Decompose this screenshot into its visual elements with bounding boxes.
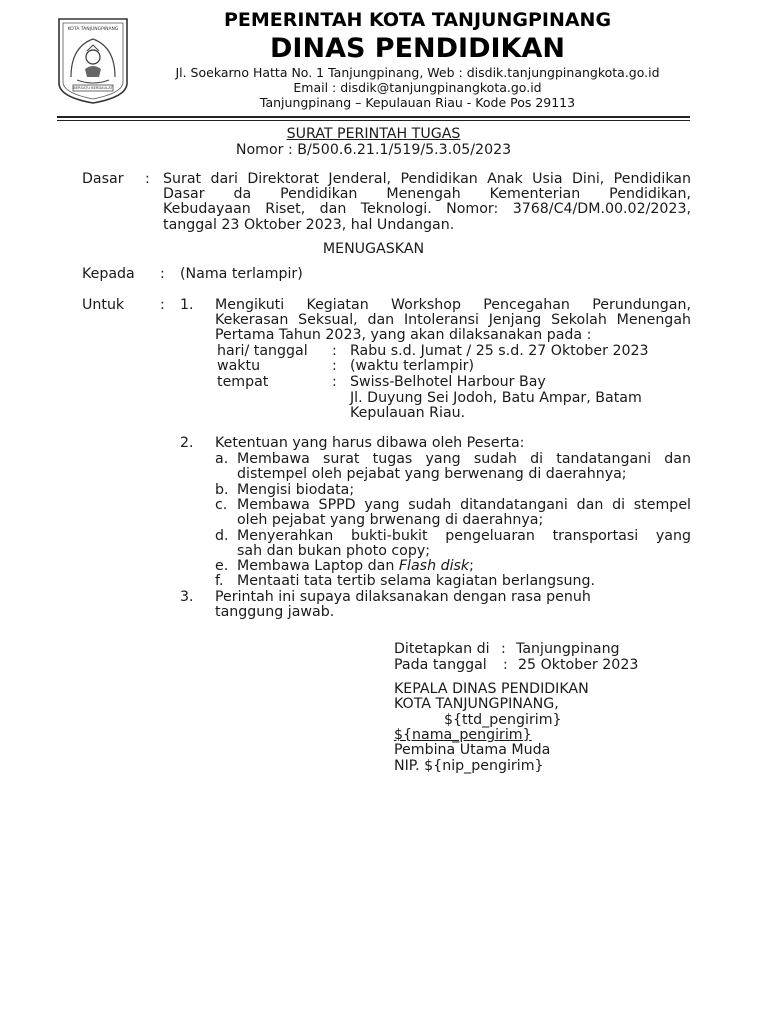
detail-tempat-address-1: Jl. Duyung Sei Jodoh, Batu Ampar, Batam (350, 390, 642, 406)
signer-signature-placeholder: ${ttd_pengirim} (444, 712, 562, 728)
untuk-label: Untuk (82, 297, 125, 313)
point-b-line-1: Mengisi biodata; (237, 482, 355, 498)
point-f-letter: f. (215, 573, 224, 589)
letterhead-email: Email : disdik@tanjungpinangkota.go.id (293, 80, 542, 95)
detail-tempat-value: Swiss-Belhotel Harbour Bay (350, 374, 546, 390)
detail-tempat-label: tempat (217, 374, 269, 390)
signer-rank: Pembina Utama Muda (394, 742, 551, 758)
kepada-label: Kepada (82, 266, 135, 282)
signer-position-1: KEPALA DINAS PENDIDIKAN (394, 681, 589, 697)
point-c-letter: c. (215, 497, 228, 513)
logo-bottom-text: BERSATU BERDAULAT (73, 86, 113, 90)
point-d-line-2: sah dan bukan photo copy; (237, 543, 431, 559)
ditetapkan-value: Tanjungpinang (516, 641, 620, 657)
item-1-line-1: Mengikuti Kegiatan Workshop Pencegahan Perundungan, (215, 297, 691, 313)
tanggal-value: 25 Oktober 2023 (518, 657, 639, 673)
menugaskan-heading: MENUGASKAN (322, 241, 425, 257)
logo-top-text: KOTA TANJUNGPINANG (67, 27, 119, 32)
detail-waktu-colon: : (332, 358, 337, 374)
detail-tempat-colon: : (332, 374, 337, 390)
point-d-line-1: Menyerahkan bukti-bukit pengeluaran transportasi yang (237, 528, 691, 544)
ditetapkan-label: Ditetapkan di (394, 641, 490, 657)
dasar-colon: : (145, 171, 150, 187)
detail-waktu-label: waktu (217, 358, 261, 374)
point-e-text: Membawa Laptop dan (237, 558, 399, 574)
item-3-line-1: Perintah ini supaya dilaksanakan dengan rasa penuh (215, 589, 591, 605)
item-1-line-2: Kekerasan Seksual, dan Intoleransi Jenjang Sekolah Menengah (215, 312, 691, 328)
item-3-line-2: tanggung jawab. (215, 604, 335, 620)
point-a-line-2: distempel oleh pejabat yang berwenang di daerahnya; (237, 466, 627, 482)
dasar-line-1: Surat dari Direktorat Jenderal, Pendidikan Anak Usia Dini, Pendidikan (163, 171, 691, 187)
tanggal-colon: : (503, 657, 508, 673)
dasar-line-3: Kebudayaan Riset, dan Teknologi. Nomor: 3768/C4/DM.00.02/2023, (163, 201, 691, 217)
point-f-line-1: Mentaati tata tertib selama kagiatan berlangsung. (237, 573, 596, 589)
point-c-line-1: Membawa SPPD yang sudah ditandatangani dan di stempel (237, 497, 691, 513)
point-b-letter: b. (215, 482, 229, 498)
letterhead-rule-thin (57, 120, 690, 121)
point-d-letter: d. (215, 528, 229, 544)
point-a-letter: a. (215, 451, 229, 467)
letterhead-government: PEMERINTAH KOTA TANJUNGPINANG (223, 9, 612, 31)
letterhead-address: Jl. Soekarno Hatta No. 1 Tanjungpinang, Web : disdik.tanjungpinangkota.go.id (175, 65, 660, 80)
point-e-after: ; (469, 558, 474, 574)
signer-nip: NIP. ${nip_pengirim} (394, 758, 544, 774)
detail-hari-value: Rabu s.d. Jumat / 25 s.d. 27 Oktober 2023 (350, 343, 649, 359)
tanggal-label: Pada tanggal (394, 657, 487, 673)
untuk-colon: : (160, 297, 165, 313)
ditetapkan-colon: : (501, 641, 506, 657)
item-2-intro: Ketentuan yang harus dibawa oleh Peserta: (215, 435, 525, 451)
point-e-letter: e. (215, 558, 229, 574)
letterhead-city: Tanjungpinang – Kepulauan Riau - Kode Pos 29113 (259, 95, 576, 110)
dasar-label: Dasar (82, 171, 124, 187)
point-e-italic: Flash disk (398, 558, 470, 574)
letterhead-rule-thick (57, 116, 690, 118)
kepada-colon: : (160, 266, 165, 282)
signer-name: ${nama_pengirim} (394, 727, 532, 743)
signer-position-2: KOTA TANJUNGPINANG, (394, 696, 559, 712)
document-number: Nomor : B/500.6.21.1/519/5.3.05/2023 (235, 142, 512, 158)
dasar-line-4: tanggal 23 Oktober 2023, hal Undangan. (163, 217, 455, 233)
point-c-line-2: oleh pejabat yang brwenang di daerahnya; (237, 512, 544, 528)
detail-hari-label: hari/ tanggal (217, 343, 308, 359)
kepada-value: (Nama terlampir) (180, 266, 303, 282)
detail-hari-colon: : (332, 343, 337, 359)
document-title: SURAT PERINTAH TUGAS (286, 126, 461, 142)
dasar-line-2: Dasar da Pendidikan Menengah Kementerian Pendidikan, (163, 186, 691, 202)
item-1-number: 1. (180, 297, 194, 313)
letterhead-office: DINAS PENDIDIKAN (270, 33, 565, 64)
item-2-number: 2. (180, 435, 194, 451)
city-logo (57, 17, 129, 105)
item-1-line-3: Pertama Tahun 2023, yang akan dilaksanakan pada : (215, 327, 592, 343)
item-3-number: 3. (180, 589, 194, 605)
detail-tempat-address-2: Kepulauan Riau. (350, 405, 466, 421)
point-a-line-1: Membawa surat tugas yang sudah di tandatangani dan (237, 451, 691, 467)
detail-waktu-value: (waktu terlampir) (350, 358, 475, 374)
